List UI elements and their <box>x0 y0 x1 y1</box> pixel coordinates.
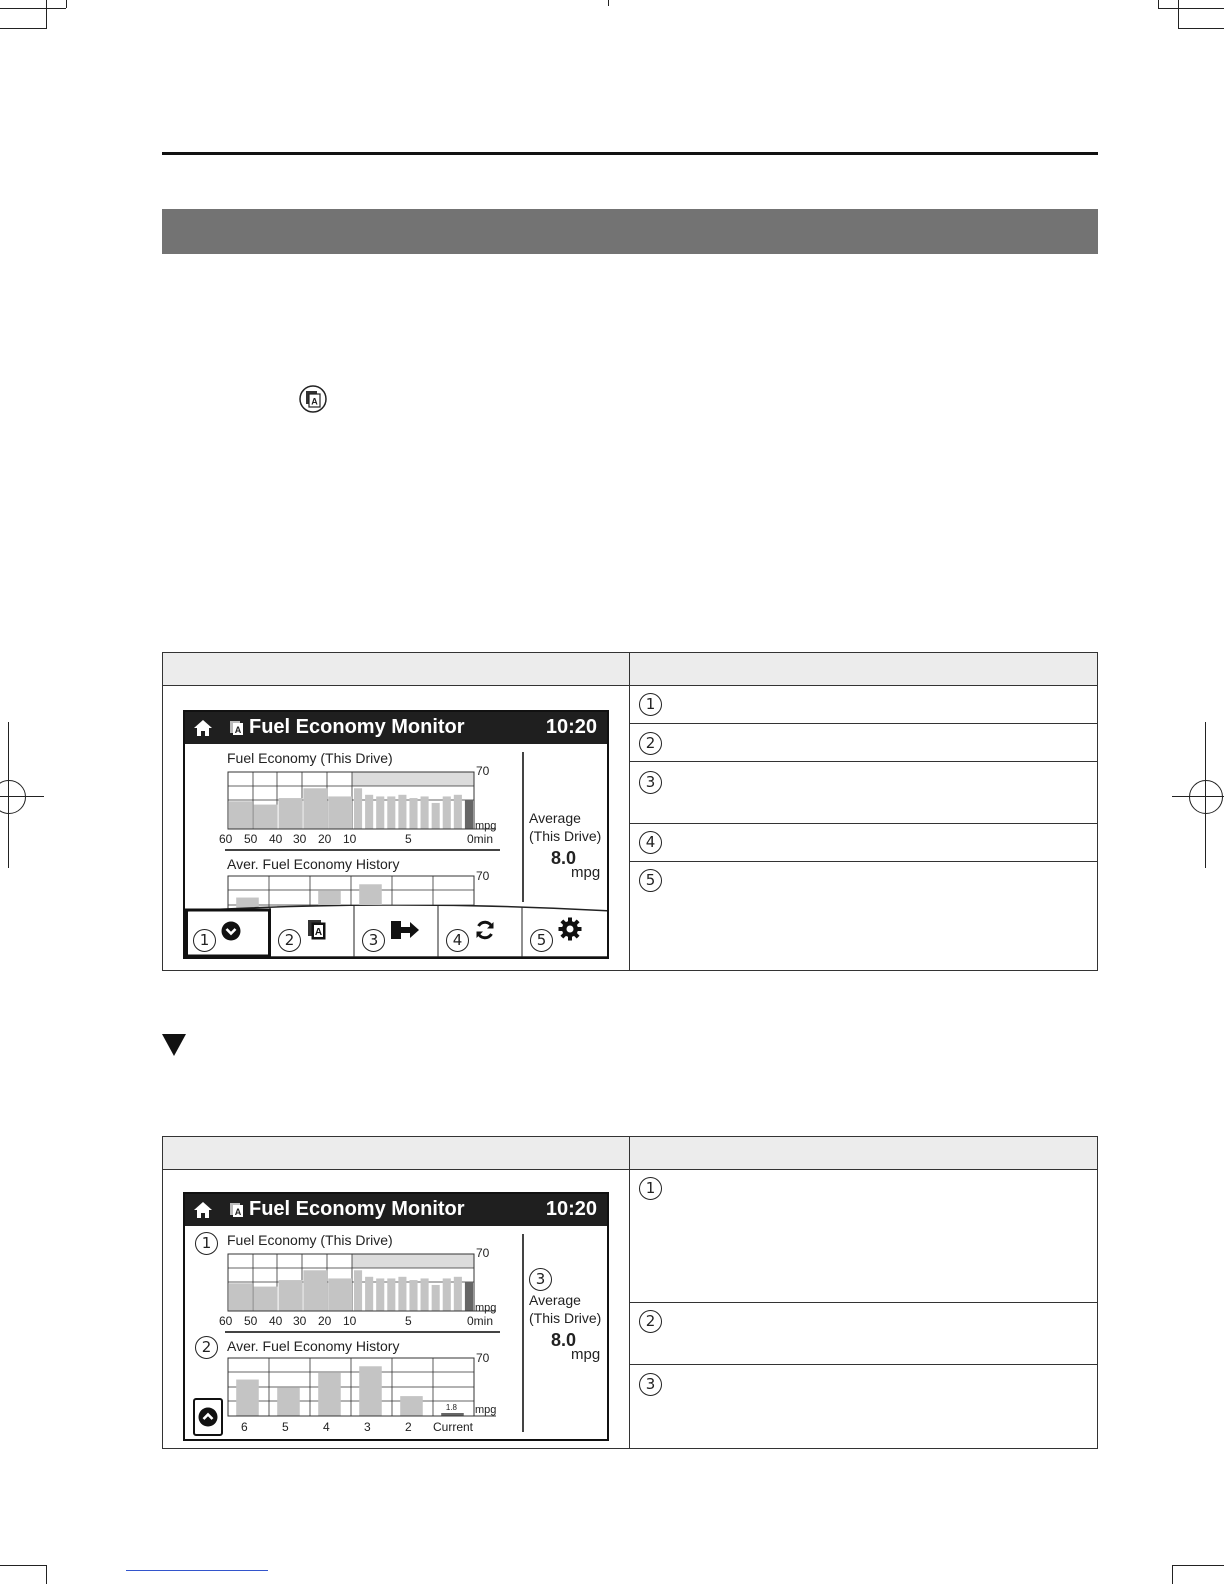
crop-mark <box>0 8 66 9</box>
y-max-label: 70 <box>476 1351 490 1365</box>
crop-mark <box>608 0 609 6</box>
callout-number: 4 <box>446 929 469 952</box>
row-line <box>630 761 1097 762</box>
chart-bar <box>229 801 253 829</box>
fuel-economy-screen <box>183 1192 609 1441</box>
tick-label: 40 <box>269 1314 283 1328</box>
callout-number: 3 <box>529 1268 552 1291</box>
tick-label: 2 <box>405 1420 412 1434</box>
row-number: 4 <box>639 831 662 854</box>
unit-label: mpg <box>475 1302 497 1314</box>
callout-number: 2 <box>195 1336 218 1359</box>
tick-label: 5 <box>405 832 412 846</box>
callout-number: 1 <box>193 929 216 952</box>
average-label: Average <box>529 1292 581 1308</box>
chart-bar <box>454 795 462 829</box>
chart-bar <box>432 1285 440 1311</box>
chart-label: Aver. Fuel Economy History <box>227 1338 400 1354</box>
tick-label: 0min <box>467 1314 494 1328</box>
crop-mark <box>0 28 46 29</box>
tick-label: 50 <box>244 832 258 846</box>
tick-label: 40 <box>269 832 283 846</box>
column-divider <box>629 653 630 685</box>
y-max-label: 70 <box>476 869 490 883</box>
crop-mark <box>1172 1565 1173 1584</box>
data-label: 1.8 <box>445 1403 458 1412</box>
section-header-bar <box>162 209 1098 254</box>
crop-mark <box>1178 0 1179 29</box>
tick-label: 4 <box>323 1420 330 1434</box>
column-divider <box>629 1169 630 1448</box>
average-sub: (This Drive) <box>529 828 602 844</box>
footer-link-underline <box>126 1570 268 1571</box>
average-label: Average <box>529 810 581 826</box>
chart-bar <box>328 1278 352 1311</box>
tick-label: 60 <box>219 832 233 846</box>
clock: 10:20 <box>545 716 597 738</box>
crop-mark <box>0 1565 46 1566</box>
screen-title: Fuel Economy Monitor <box>249 716 465 738</box>
crop-mark <box>1158 8 1224 9</box>
top-rule <box>162 152 1098 155</box>
average-unit: mpg <box>571 1346 601 1363</box>
crop-mark <box>1178 28 1224 29</box>
row-line <box>630 1364 1097 1365</box>
tick-label: 30 <box>293 1314 307 1328</box>
crop-mark <box>1172 1565 1224 1566</box>
average-value: 8.0 <box>551 848 577 868</box>
row-line <box>630 1302 1097 1303</box>
softkey-settings[interactable] <box>522 911 609 957</box>
row-number: 3 <box>639 1373 662 1396</box>
row-number: 3 <box>639 771 662 794</box>
svg-text:A: A <box>234 725 242 735</box>
chart-bar <box>421 796 429 829</box>
softkey-down[interactable] <box>185 911 270 957</box>
chart-bar <box>365 795 373 829</box>
row-number: 5 <box>639 869 662 892</box>
crop-mark <box>46 1565 47 1584</box>
callout-number: 3 <box>362 929 385 952</box>
tick-label: 20 <box>318 1314 332 1328</box>
table-header <box>163 1137 1097 1170</box>
softkey-exit[interactable] <box>354 911 438 957</box>
chart-bar <box>409 1280 417 1311</box>
table-1 <box>162 652 1098 971</box>
chart-bar <box>229 1283 253 1311</box>
chart-label: Aver. Fuel Economy History <box>227 856 400 872</box>
callout-number: 5 <box>530 929 553 952</box>
triangle-bullet-icon <box>162 1034 186 1056</box>
column-divider <box>629 1137 630 1169</box>
table-body <box>163 1169 1097 1448</box>
chart-bar <box>465 800 473 829</box>
chart-bar <box>421 1278 429 1311</box>
chart-bar <box>303 788 327 829</box>
table-header <box>163 653 1097 686</box>
chart-window-shade <box>352 772 474 786</box>
chart-fuel-economy <box>228 772 496 829</box>
y-max-label: 70 <box>476 764 490 778</box>
chart-bar <box>236 1380 259 1416</box>
tick-label: 0min <box>467 832 494 846</box>
softkey-reset[interactable] <box>438 911 522 957</box>
chart-bar <box>443 796 451 829</box>
chart-bar <box>376 1278 384 1311</box>
callout-number: 1 <box>195 1232 218 1255</box>
tick-label: 30 <box>293 832 307 846</box>
tick-label: 10 <box>343 1314 357 1328</box>
chart-history <box>228 1358 496 1416</box>
crop-mark <box>66 0 67 8</box>
chart-bar <box>303 1270 327 1311</box>
svg-text:A: A <box>234 1207 242 1217</box>
softkey-bar <box>185 905 607 957</box>
svg-text:A: A <box>314 927 323 938</box>
tick-label: 3 <box>364 1420 371 1434</box>
tick-label: 10 <box>343 832 357 846</box>
softkey-app[interactable] <box>270 911 354 957</box>
chart-bar <box>376 796 384 829</box>
registration-mark <box>0 780 26 814</box>
fuel-economy-screen <box>183 710 609 959</box>
tick-label: 5 <box>405 1314 412 1328</box>
chart-bar <box>328 796 352 829</box>
callout-number: 2 <box>278 929 301 952</box>
gear-icon <box>558 917 582 946</box>
chart-bar <box>465 1282 473 1311</box>
chart-bar <box>277 1388 300 1416</box>
svg-text:A: A <box>311 396 318 407</box>
scroll-up-button[interactable] <box>193 1398 223 1436</box>
chart-bar <box>354 1270 362 1311</box>
row-number: 1 <box>639 1177 662 1200</box>
chart-bar <box>387 1278 395 1311</box>
chevron-up-icon <box>198 1407 218 1432</box>
row-line <box>630 861 1097 862</box>
average-value: 8.0 <box>551 1330 577 1350</box>
tick-label: Current <box>433 1420 474 1434</box>
table-2 <box>162 1136 1098 1449</box>
chart-bar <box>443 1278 451 1311</box>
chart-bar <box>400 1396 423 1416</box>
chart-bar <box>254 805 278 829</box>
y-max-label: 70 <box>476 1246 490 1260</box>
chart-bar <box>279 1280 303 1311</box>
chart-bar <box>365 1277 373 1311</box>
registration-mark <box>1189 780 1223 814</box>
app-icon <box>306 919 328 946</box>
screen-title: Fuel Economy Monitor <box>249 1198 465 1220</box>
chart-bar <box>359 1366 382 1416</box>
table-body <box>163 685 1097 970</box>
chart-bar <box>398 795 406 829</box>
chart-bar <box>279 798 303 829</box>
chart-window-shade <box>352 1254 474 1268</box>
refresh-icon <box>474 919 496 946</box>
row-number: 2 <box>639 732 662 755</box>
exit-icon <box>390 919 420 946</box>
tick-label: 20 <box>318 832 332 846</box>
row-line <box>630 823 1097 824</box>
chart-bar <box>254 1287 278 1311</box>
chart-bar <box>454 1277 462 1311</box>
chart-bar <box>398 1277 406 1311</box>
chart-bar <box>432 803 440 829</box>
chart-bar <box>387 796 395 829</box>
chart-bar <box>409 798 417 829</box>
tick-label: 60 <box>219 1314 233 1328</box>
row-number: 1 <box>639 693 662 716</box>
tick-label: 5 <box>282 1420 289 1434</box>
chart-bar <box>318 1373 341 1416</box>
chevron-down-icon <box>221 921 241 946</box>
column-divider <box>629 685 630 970</box>
chart-label: Fuel Economy (This Drive) <box>227 1232 393 1248</box>
unit-label: mpg <box>475 820 497 832</box>
unit-label: mpg <box>475 1404 497 1416</box>
clock: 10:20 <box>545 1198 597 1220</box>
chart-fuel-economy <box>228 1254 496 1311</box>
chart-bar <box>354 788 362 829</box>
row-line <box>630 723 1097 724</box>
row-number: 2 <box>639 1310 662 1333</box>
tick-label: 50 <box>244 1314 258 1328</box>
average-unit: mpg <box>571 864 601 881</box>
app-icon <box>299 385 327 418</box>
crop-mark <box>46 0 47 29</box>
chart-label: Fuel Economy (This Drive) <box>227 750 393 766</box>
crop-mark <box>1158 0 1159 8</box>
average-sub: (This Drive) <box>529 1310 602 1326</box>
tick-label: 6 <box>241 1420 248 1434</box>
